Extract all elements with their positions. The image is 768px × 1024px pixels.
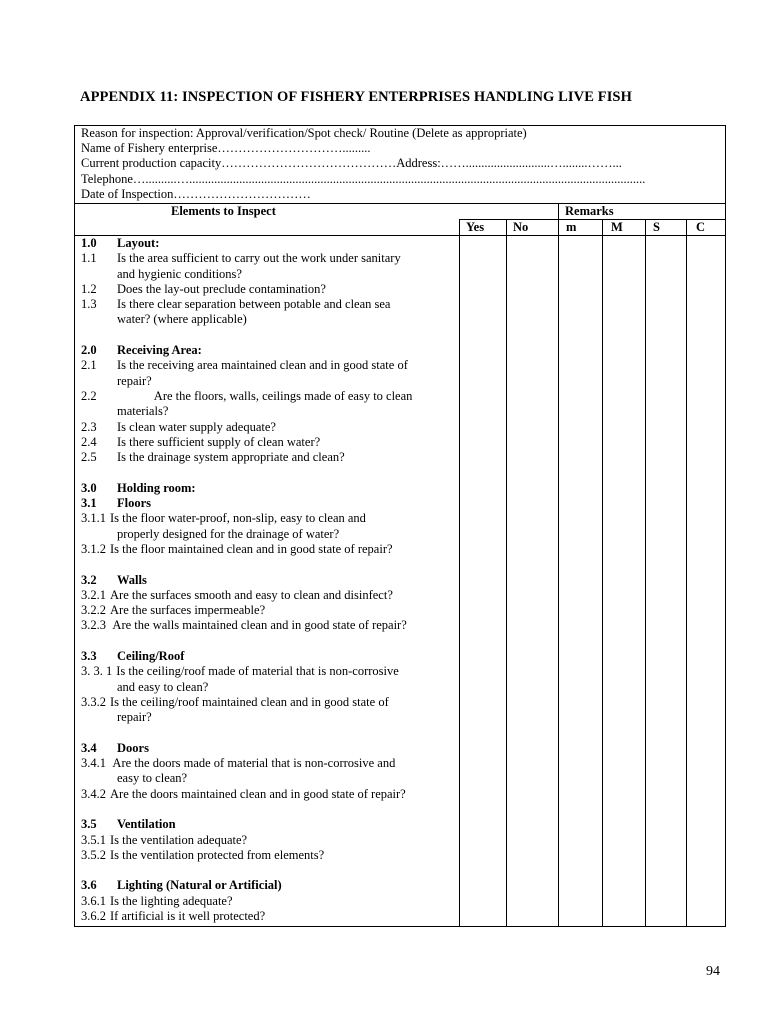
inspection-item [81, 603, 451, 618]
inspection-date-field: Date of Inspection…………………………… [81, 187, 311, 201]
spacer [81, 328, 451, 343]
major-column-heading: M [611, 220, 623, 234]
inspection-item [81, 710, 451, 725]
spacer [81, 802, 451, 817]
inspection-item [81, 787, 451, 802]
item-number: 3.2.2 [81, 603, 106, 618]
item-number: 3.3 [81, 649, 97, 664]
spacer [81, 863, 451, 878]
spacer [81, 465, 451, 480]
inspection-item [81, 618, 451, 633]
item-text: repair? [117, 710, 152, 725]
inspection-item [81, 435, 451, 450]
section-heading [81, 236, 451, 251]
inspection-item [81, 420, 451, 435]
item-text: Is the ventilation adequate? [110, 832, 248, 847]
item-text: Layout: [117, 236, 160, 250]
section-heading [81, 878, 451, 893]
item-text: Does the lay-out preclude contamination? [117, 281, 326, 296]
item-text: Is the area sufficient to carry out the work under sanitary [117, 251, 401, 266]
item-number: 3.2.1 [81, 587, 106, 602]
section-heading [81, 496, 451, 511]
s-column-border [645, 219, 646, 926]
no-column-heading: No [513, 220, 529, 234]
item-text: Ventilation [117, 817, 176, 832]
item-text: repair? [117, 373, 152, 388]
inspection-item [81, 511, 451, 526]
inspection-item [81, 404, 451, 419]
item-number: 2.4 [81, 434, 97, 449]
inspection-item [81, 756, 451, 771]
page-title: APPENDIX 11: INSPECTION OF FISHERY ENTERPRISES HANDLING LIVE FISH [80, 89, 632, 105]
item-number: 3.5 [81, 817, 97, 832]
item-text: If artificial is it well protected? [110, 909, 266, 924]
item-text: Is the floor maintained clean and in good state of repair? [110, 541, 393, 556]
item-number: 3.0 [81, 480, 97, 495]
item-number: 3.1.1 [81, 511, 106, 526]
section-heading [81, 573, 451, 588]
item-text: easy to clean? [117, 771, 188, 786]
item-text: Is the receiving area maintained clean and in good state of [117, 358, 408, 373]
item-number: 2.0 [81, 343, 97, 358]
inspection-item [81, 680, 451, 695]
c-column-border [686, 219, 687, 926]
item-text: Is the lighting adequate? [110, 893, 233, 908]
item-text: and hygienic conditions? [117, 266, 242, 281]
inspection-item [81, 297, 451, 312]
inspection-item [81, 848, 451, 863]
item-text: Floors [117, 496, 152, 511]
item-text: and easy to clean? [117, 679, 209, 694]
inspection-item [81, 664, 451, 679]
item-number: 2.3 [81, 419, 97, 434]
item-number: 3.6.1 [81, 893, 106, 908]
no-column-border [506, 219, 507, 926]
item-text: Ceiling/Roof [117, 649, 185, 664]
inspection-item [81, 909, 451, 924]
inspection-item [81, 374, 451, 389]
inspection-item [81, 312, 451, 327]
item-text: Are the doors made of material that is non-corrosive and [110, 756, 396, 771]
inspection-item [81, 695, 451, 710]
item-number: 3.4 [81, 740, 97, 755]
item-text: Are the floors, walls, ceilings made of easy to clean [117, 388, 413, 403]
item-number: 3.4.2 [81, 786, 106, 801]
inspection-form-table [74, 125, 726, 927]
item-text: Are the surfaces impermeable? [110, 603, 266, 618]
section-heading [81, 741, 451, 756]
section-heading [81, 817, 451, 832]
production-capacity-address-field: Current production capacity……………………………………Address:……...........................…........……... [81, 156, 622, 170]
enterprise-name-field: Name of Fishery enterprise…………………………......... [81, 141, 371, 155]
item-number: 3.1 [81, 496, 97, 511]
inspection-item [81, 358, 451, 373]
inspection-item [81, 542, 451, 557]
item-number: 3.6 [81, 878, 97, 893]
item-text: materials? [117, 404, 169, 419]
item-number: 3. 3. 1 [81, 664, 113, 679]
item-text: properly designed for the drainage of water? [117, 526, 340, 541]
yes-column-border [459, 219, 460, 926]
item-number: 1.2 [81, 281, 97, 296]
item-number: 3.5.1 [81, 832, 106, 847]
spacer [81, 634, 451, 649]
inspection-item [81, 282, 451, 297]
item-text: Receiving Area: [117, 343, 202, 358]
inspection-item [81, 894, 451, 909]
inspection-item [81, 251, 451, 266]
item-text: Holding room: [117, 480, 196, 495]
item-number: 1.0 [81, 236, 97, 250]
item-text: Lighting (Natural or Artificial) [117, 878, 282, 893]
inspection-item [81, 389, 451, 404]
section-heading [81, 481, 451, 496]
inspection-item [81, 450, 451, 465]
item-text: Is the floor water-proof, non-slip, easy to clean and [110, 511, 366, 526]
elements-to-inspect-heading: Elements to Inspect [171, 204, 276, 218]
section-heading [81, 343, 451, 358]
item-text: Are the walls maintained clean and in good state of repair? [110, 618, 407, 633]
item-number: 3.2 [81, 572, 97, 587]
m-column-border [602, 219, 603, 926]
item-text: Is the drainage system appropriate and clean? [117, 450, 345, 465]
item-text: Is there sufficient supply of clean water? [117, 434, 321, 449]
item-text: Doors [117, 740, 149, 755]
spacer [81, 557, 451, 572]
section-heading [81, 649, 451, 664]
item-text: Is the ceiling/roof made of material that is non-corrosive [116, 664, 399, 679]
item-text: Is the ventilation protected from elements? [110, 847, 325, 862]
remarks-heading: Remarks [565, 204, 614, 218]
inspection-item [81, 588, 451, 603]
reason-for-inspection: Reason for inspection: Approval/verification/Spot check/ Routine (Delete as appropriate) [81, 126, 527, 140]
item-number: 3.3.2 [81, 694, 106, 709]
item-text: Are the surfaces smooth and easy to clean and disinfect? [110, 587, 393, 602]
item-number: 2.5 [81, 450, 97, 465]
item-number: 2.2 [81, 388, 97, 403]
serious-column-heading: S [653, 220, 660, 234]
spacer [81, 726, 451, 741]
inspection-item [81, 527, 451, 542]
inspection-items-list [81, 236, 451, 924]
telephone-field: Telephone…..........….................................................................................................................................................. [81, 172, 646, 186]
item-number: 1.1 [81, 251, 97, 266]
minor-column-heading: m [566, 220, 577, 234]
yes-column-heading: Yes [466, 220, 485, 234]
item-text: Is there clear separation between potable and clean sea [117, 297, 391, 312]
item-number: 2.1 [81, 358, 97, 373]
item-text: water? (where applicable) [117, 312, 247, 327]
page-number: 94 [706, 964, 720, 979]
inspection-item [81, 267, 451, 282]
item-text: Are the doors maintained clean and in good state of repair? [110, 786, 406, 801]
critical-column-heading: C [696, 220, 706, 234]
item-number: 3.6.2 [81, 909, 106, 924]
item-number: 3.4.1 [81, 756, 106, 771]
inspection-item [81, 833, 451, 848]
item-text: Is clean water supply adequate? [117, 419, 276, 434]
remarks-column-border [558, 203, 559, 926]
inspection-item [81, 771, 451, 786]
item-number: 3.5.2 [81, 847, 106, 862]
item-number: 1.3 [81, 297, 97, 312]
item-number: 3.1.2 [81, 541, 106, 556]
item-text: Walls [117, 572, 147, 587]
item-text: Is the ceiling/roof maintained clean and in good state of [110, 694, 389, 709]
item-number: 3.2.3 [81, 618, 106, 633]
